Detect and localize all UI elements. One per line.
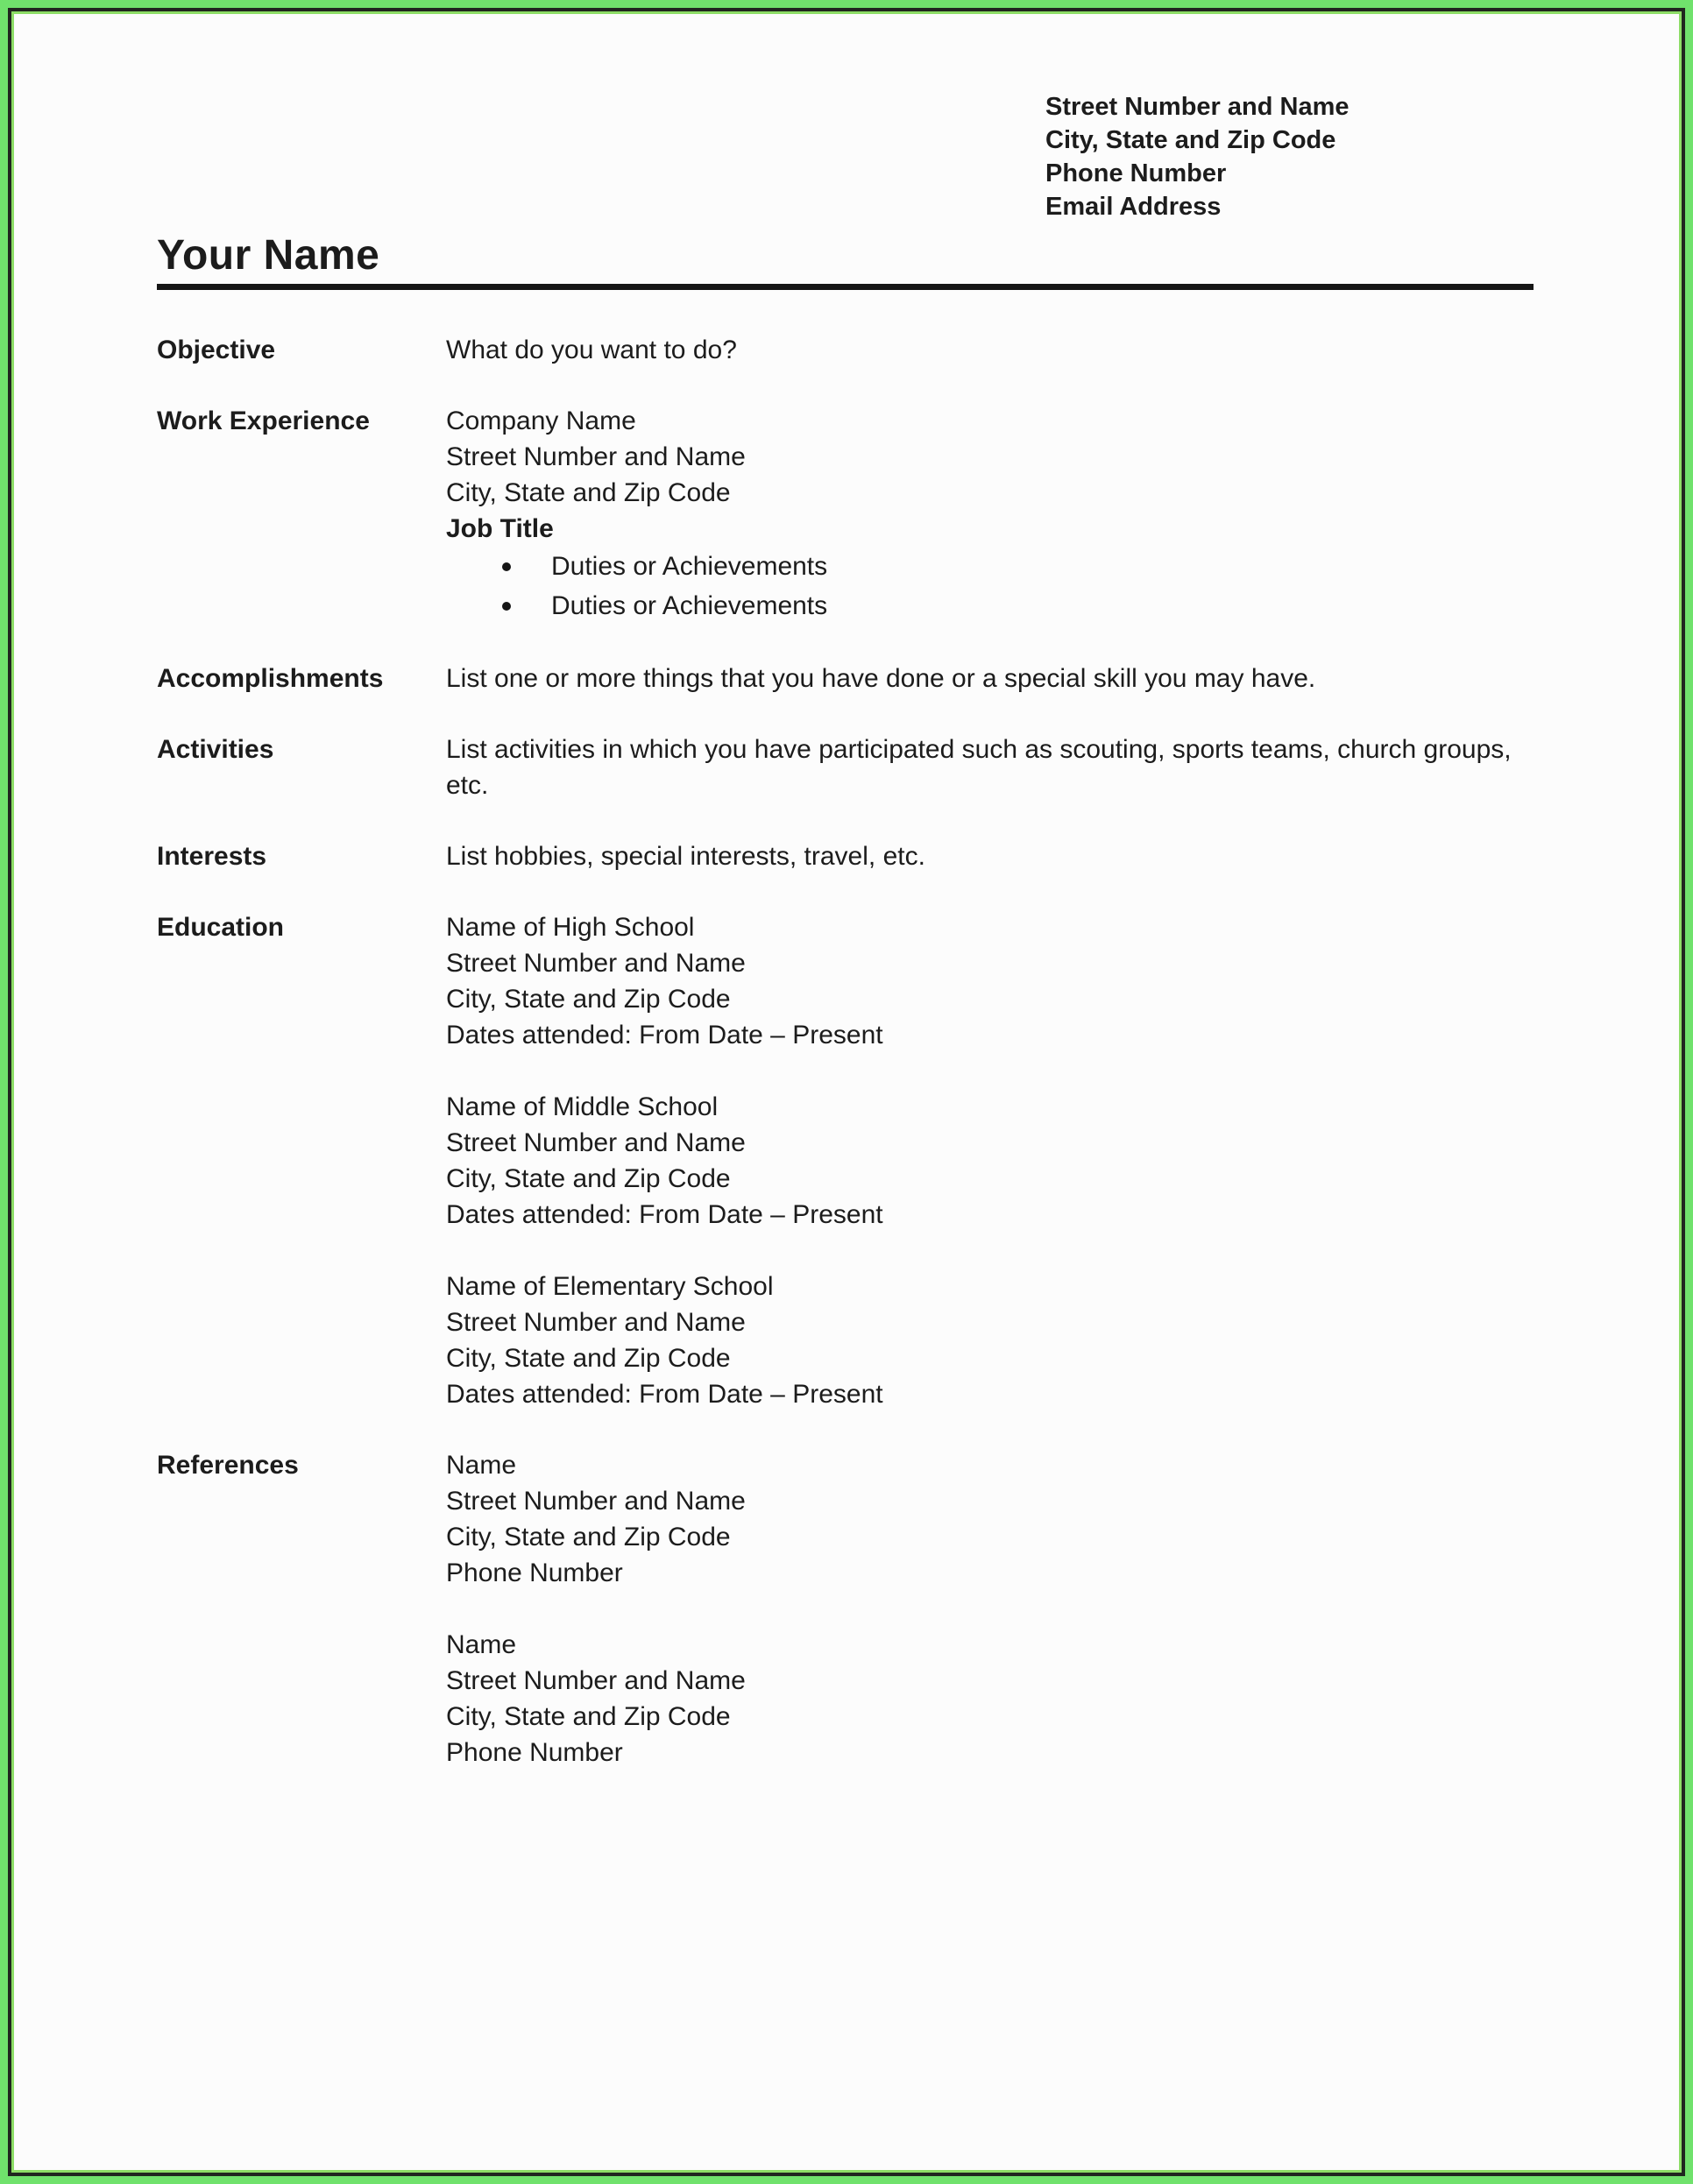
work-company: Company Name xyxy=(446,406,636,435)
accomplishments-text: List one or more things that you have done or a special skill you may have. xyxy=(446,664,1316,693)
page-frame-inner-border xyxy=(8,8,1685,2176)
school-city: City, State and Zip Code xyxy=(446,985,731,1014)
section-activities xyxy=(157,732,1679,803)
list-item xyxy=(446,547,827,586)
school-dates: Dates attended: From Date – Present xyxy=(446,1200,883,1229)
reference-city: City, State and Zip Code xyxy=(446,1702,731,1731)
section-objective xyxy=(157,332,1679,368)
school-street: Street Number and Name xyxy=(446,949,746,978)
work-duties-list xyxy=(446,547,827,626)
activities-label: Activities xyxy=(157,735,274,764)
work-street: Street Number and Name xyxy=(446,442,746,471)
section-education xyxy=(157,909,1679,1412)
education-middle-school xyxy=(446,1089,883,1233)
contact-block xyxy=(1045,90,1679,223)
reference-name: Name xyxy=(446,1451,517,1480)
resume-document xyxy=(14,14,1679,2170)
reference-city: City, State and Zip Code xyxy=(446,1523,731,1551)
activities-text: List activities in which you have participated such as scouting, sports teams, church groups, etc. xyxy=(446,735,1512,800)
work-city: City, State and Zip Code xyxy=(446,478,731,507)
education-label: Education xyxy=(157,913,285,942)
reference-name: Name xyxy=(446,1630,517,1659)
reference-street: Street Number and Name xyxy=(446,1487,746,1516)
contact-city: City, State and Zip Code xyxy=(1045,126,1336,154)
contact-phone: Phone Number xyxy=(1045,159,1227,187)
school-city: City, State and Zip Code xyxy=(446,1344,731,1373)
list-item xyxy=(446,586,827,626)
resume-body xyxy=(157,332,1679,1771)
section-references xyxy=(157,1447,1679,1771)
school-name: Name of Middle School xyxy=(446,1092,719,1121)
bullet-icon xyxy=(502,562,511,571)
reference-entry-1 xyxy=(446,1447,746,1591)
reference-entry-2 xyxy=(446,1627,746,1771)
section-work-experience xyxy=(157,403,1679,626)
contact-email: Email Address xyxy=(1045,193,1222,221)
work-duty-2: Duties or Achievements xyxy=(551,591,828,620)
references-label: References xyxy=(157,1451,299,1480)
work-duty-1: Duties or Achievements xyxy=(551,552,828,581)
section-interests xyxy=(157,838,1679,874)
reference-phone: Phone Number xyxy=(446,1738,623,1767)
school-dates: Dates attended: From Date – Present xyxy=(446,1021,883,1050)
interests-label: Interests xyxy=(157,842,267,871)
interests-text: List hobbies, special interests, travel, etc. xyxy=(446,842,925,871)
work-job-title: Job Title xyxy=(446,514,554,543)
page-title: Your Name xyxy=(157,232,380,279)
school-city: City, State and Zip Code xyxy=(446,1164,731,1193)
school-name: Name of High School xyxy=(446,913,695,942)
school-street: Street Number and Name xyxy=(446,1128,746,1157)
school-street: Street Number and Name xyxy=(446,1308,746,1337)
school-name: Name of Elementary School xyxy=(446,1272,774,1301)
reference-phone: Phone Number xyxy=(446,1558,623,1587)
name-heading-block xyxy=(157,234,1534,290)
accomplishments-label: Accomplishments xyxy=(157,664,384,693)
objective-text: What do you want to do? xyxy=(446,336,737,364)
education-high-school xyxy=(446,909,883,1053)
work-experience-label: Work Experience xyxy=(157,406,370,435)
school-dates: Dates attended: From Date – Present xyxy=(446,1380,883,1409)
bullet-icon xyxy=(502,602,511,611)
contact-street: Street Number and Name xyxy=(1045,93,1349,121)
education-elementary-school xyxy=(446,1269,883,1412)
section-accomplishments xyxy=(157,661,1679,696)
objective-label: Objective xyxy=(157,336,276,364)
reference-street: Street Number and Name xyxy=(446,1666,746,1695)
